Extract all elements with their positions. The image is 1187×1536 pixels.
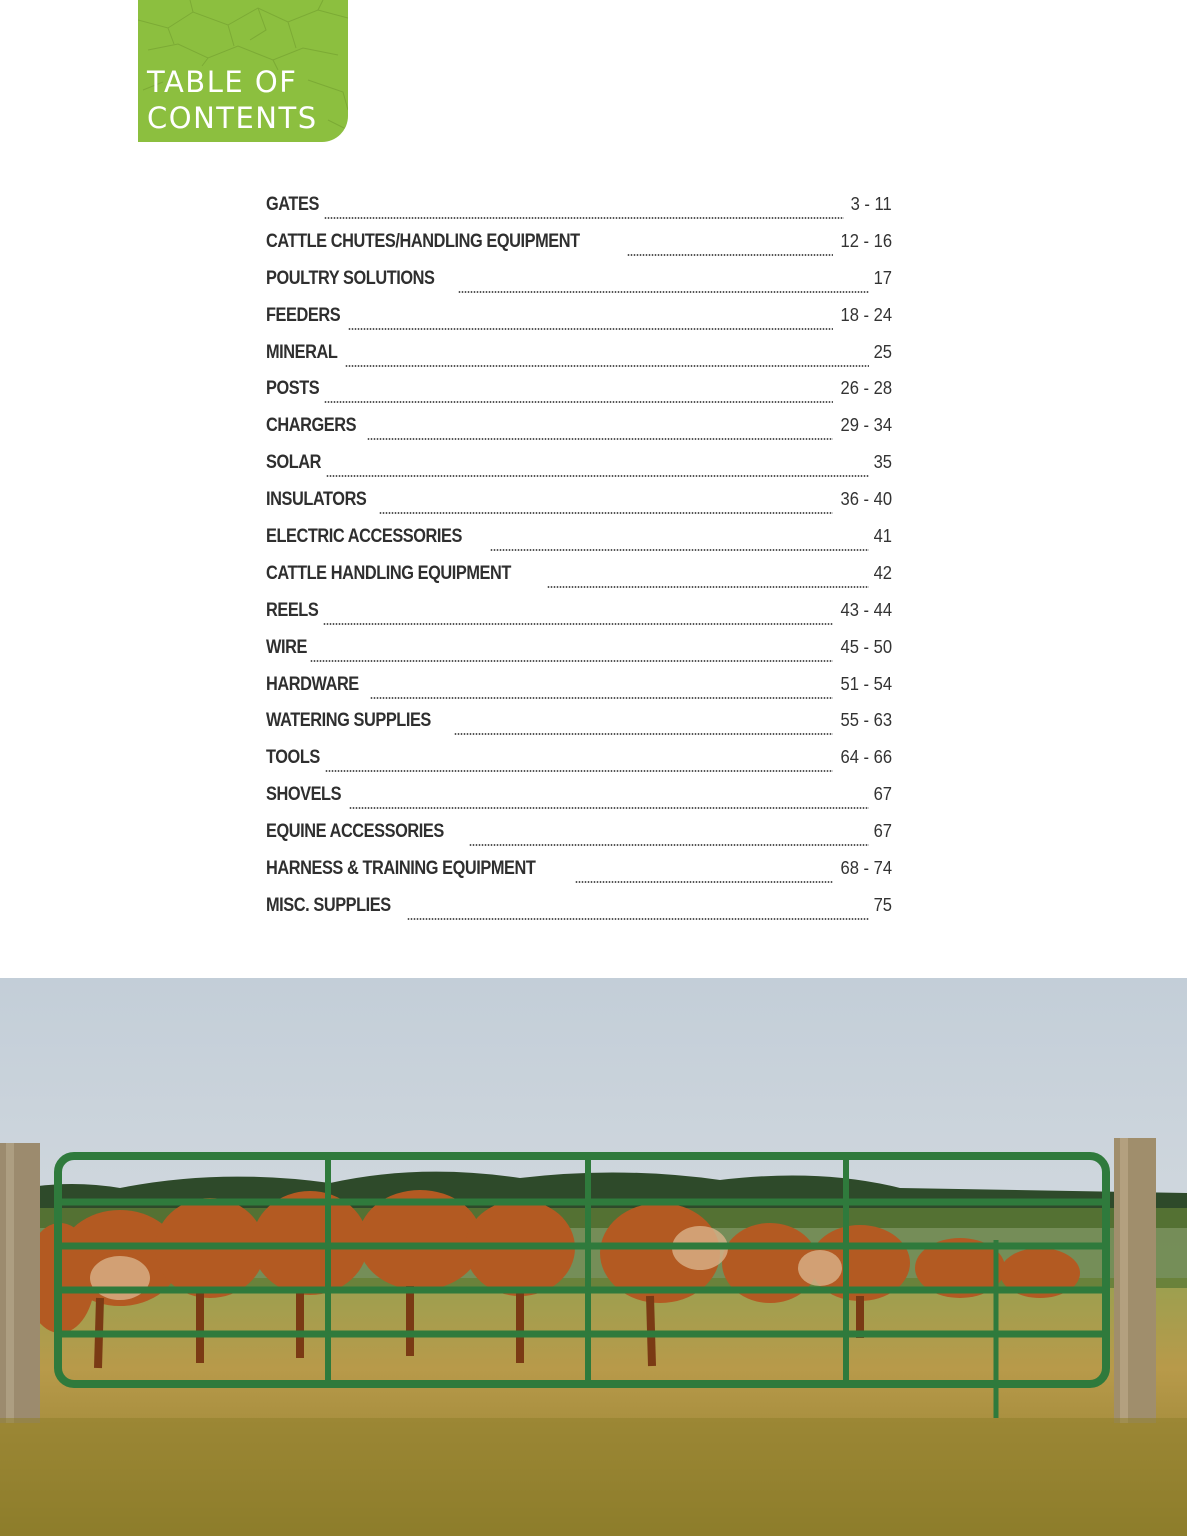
toc-entry[interactable]: [266, 268, 892, 305]
toc-entry-pages: 42: [873, 562, 892, 583]
toc-entry[interactable]: [266, 747, 892, 784]
toc-entry-label: FEEDERS: [266, 304, 341, 326]
toc-entry-pages: 29 - 34: [840, 415, 892, 436]
dot-leader: [323, 623, 833, 625]
dot-leader: [469, 844, 869, 846]
dot-leader: [367, 438, 833, 440]
table-of-contents-header: [138, 0, 348, 142]
toc-entry[interactable]: [266, 194, 892, 231]
toc-entry[interactable]: [266, 526, 892, 563]
toc-entry-pages: 67: [873, 784, 892, 805]
dot-leader: [575, 881, 833, 883]
toc-entry-pages: 68 - 74: [840, 858, 892, 879]
dot-leader: [458, 291, 869, 293]
wooden-post-right: [1114, 1138, 1156, 1423]
photo-illustration: [0, 978, 1187, 1536]
toc-entry-pages: 45 - 50: [840, 636, 892, 657]
toc-entry-pages: 64 - 66: [840, 747, 892, 768]
toc-entry-pages: 55 - 63: [840, 710, 892, 731]
toc-entry-label: WATERING SUPPLIES: [266, 710, 431, 732]
toc-entry-pages: 25: [873, 341, 892, 362]
toc-entry[interactable]: [266, 342, 892, 379]
toc-entry-label: HARDWARE: [266, 673, 359, 695]
toc-entry[interactable]: [266, 710, 892, 747]
toc-entry-pages: 12 - 16: [840, 230, 892, 251]
dot-leader: [326, 475, 869, 477]
toc-entry-label: CATTLE HANDLING EQUIPMENT: [266, 562, 511, 584]
toc-entry[interactable]: [266, 637, 892, 674]
toc-entry-pages: 36 - 40: [840, 489, 892, 510]
toc-entry[interactable]: [266, 674, 892, 711]
toc-entry-label: MISC. SUPPLIES: [266, 894, 391, 916]
toc-entry-label: MINERAL: [266, 341, 338, 363]
cattle-gate-photo: [0, 978, 1187, 1536]
toc-entry[interactable]: [266, 452, 892, 489]
toc-entry[interactable]: [266, 305, 892, 342]
page-title: [147, 64, 318, 136]
toc-entry-label: GATES: [266, 194, 319, 215]
toc-entry-label: EQUINE ACCESSORIES: [266, 821, 444, 843]
toc-entry-label: CATTLE CHUTES/HANDLING EQUIPMENT: [266, 230, 580, 252]
dot-leader: [324, 217, 845, 219]
toc-entry-pages: 51 - 54: [840, 673, 892, 694]
dot-leader: [348, 328, 833, 330]
toc-entry-label: TOOLS: [266, 747, 320, 769]
toc-entry-label: SOLAR: [266, 452, 322, 474]
toc-entry-label: POSTS: [266, 378, 320, 400]
toc-entry[interactable]: [266, 858, 892, 895]
dot-leader: [627, 254, 833, 256]
title-line-1: TABLE OF: [147, 65, 298, 99]
dot-leader: [310, 660, 833, 662]
toc-entry-pages: 35: [873, 452, 892, 473]
toc-entry-label: WIRE: [266, 636, 307, 658]
toc-entry-pages: 75: [873, 894, 892, 915]
toc-entry[interactable]: [266, 600, 892, 637]
toc-entry-pages: 18 - 24: [840, 304, 892, 325]
toc-list: [266, 194, 892, 932]
toc-entry[interactable]: [266, 489, 892, 526]
dot-leader: [370, 697, 833, 699]
toc-entry-pages: 3 - 11: [850, 194, 892, 214]
toc-entry[interactable]: [266, 378, 892, 415]
dot-leader: [454, 733, 833, 735]
toc-entry[interactable]: [266, 784, 892, 821]
dot-leader: [324, 401, 833, 403]
dot-leader: [379, 512, 833, 514]
toc-entry[interactable]: [266, 563, 892, 600]
toc-entry-label: POULTRY SOLUTIONS: [266, 267, 435, 289]
toc-entry-label: INSULATORS: [266, 489, 367, 511]
toc-entry-pages: 67: [873, 821, 892, 842]
dot-leader: [407, 918, 869, 920]
toc-entry-pages: 26 - 28: [840, 378, 892, 399]
dot-leader: [547, 586, 869, 588]
toc-entry-label: CHARGERS: [266, 415, 357, 437]
toc-entry-label: REELS: [266, 599, 319, 621]
toc-entry[interactable]: [266, 231, 892, 268]
dot-leader: [325, 770, 833, 772]
toc-entry-pages: 41: [873, 526, 892, 547]
dot-leader: [345, 365, 869, 367]
toc-entry-label: ELECTRIC ACCESSORIES: [266, 526, 462, 548]
dot-leader: [349, 807, 869, 809]
toc-entry-pages: 17: [873, 267, 892, 288]
title-line-2: CONTENTS: [147, 101, 318, 135]
toc-entry[interactable]: [266, 415, 892, 452]
dot-leader: [490, 549, 869, 551]
toc-entry-label: SHOVELS: [266, 784, 342, 806]
toc-entry[interactable]: [266, 895, 892, 932]
toc-entry-pages: 43 - 44: [840, 599, 892, 620]
wooden-post-left: [0, 1143, 40, 1423]
toc-entry-label: HARNESS & TRAINING EQUIPMENT: [266, 858, 536, 880]
toc-entry[interactable]: [266, 821, 892, 858]
